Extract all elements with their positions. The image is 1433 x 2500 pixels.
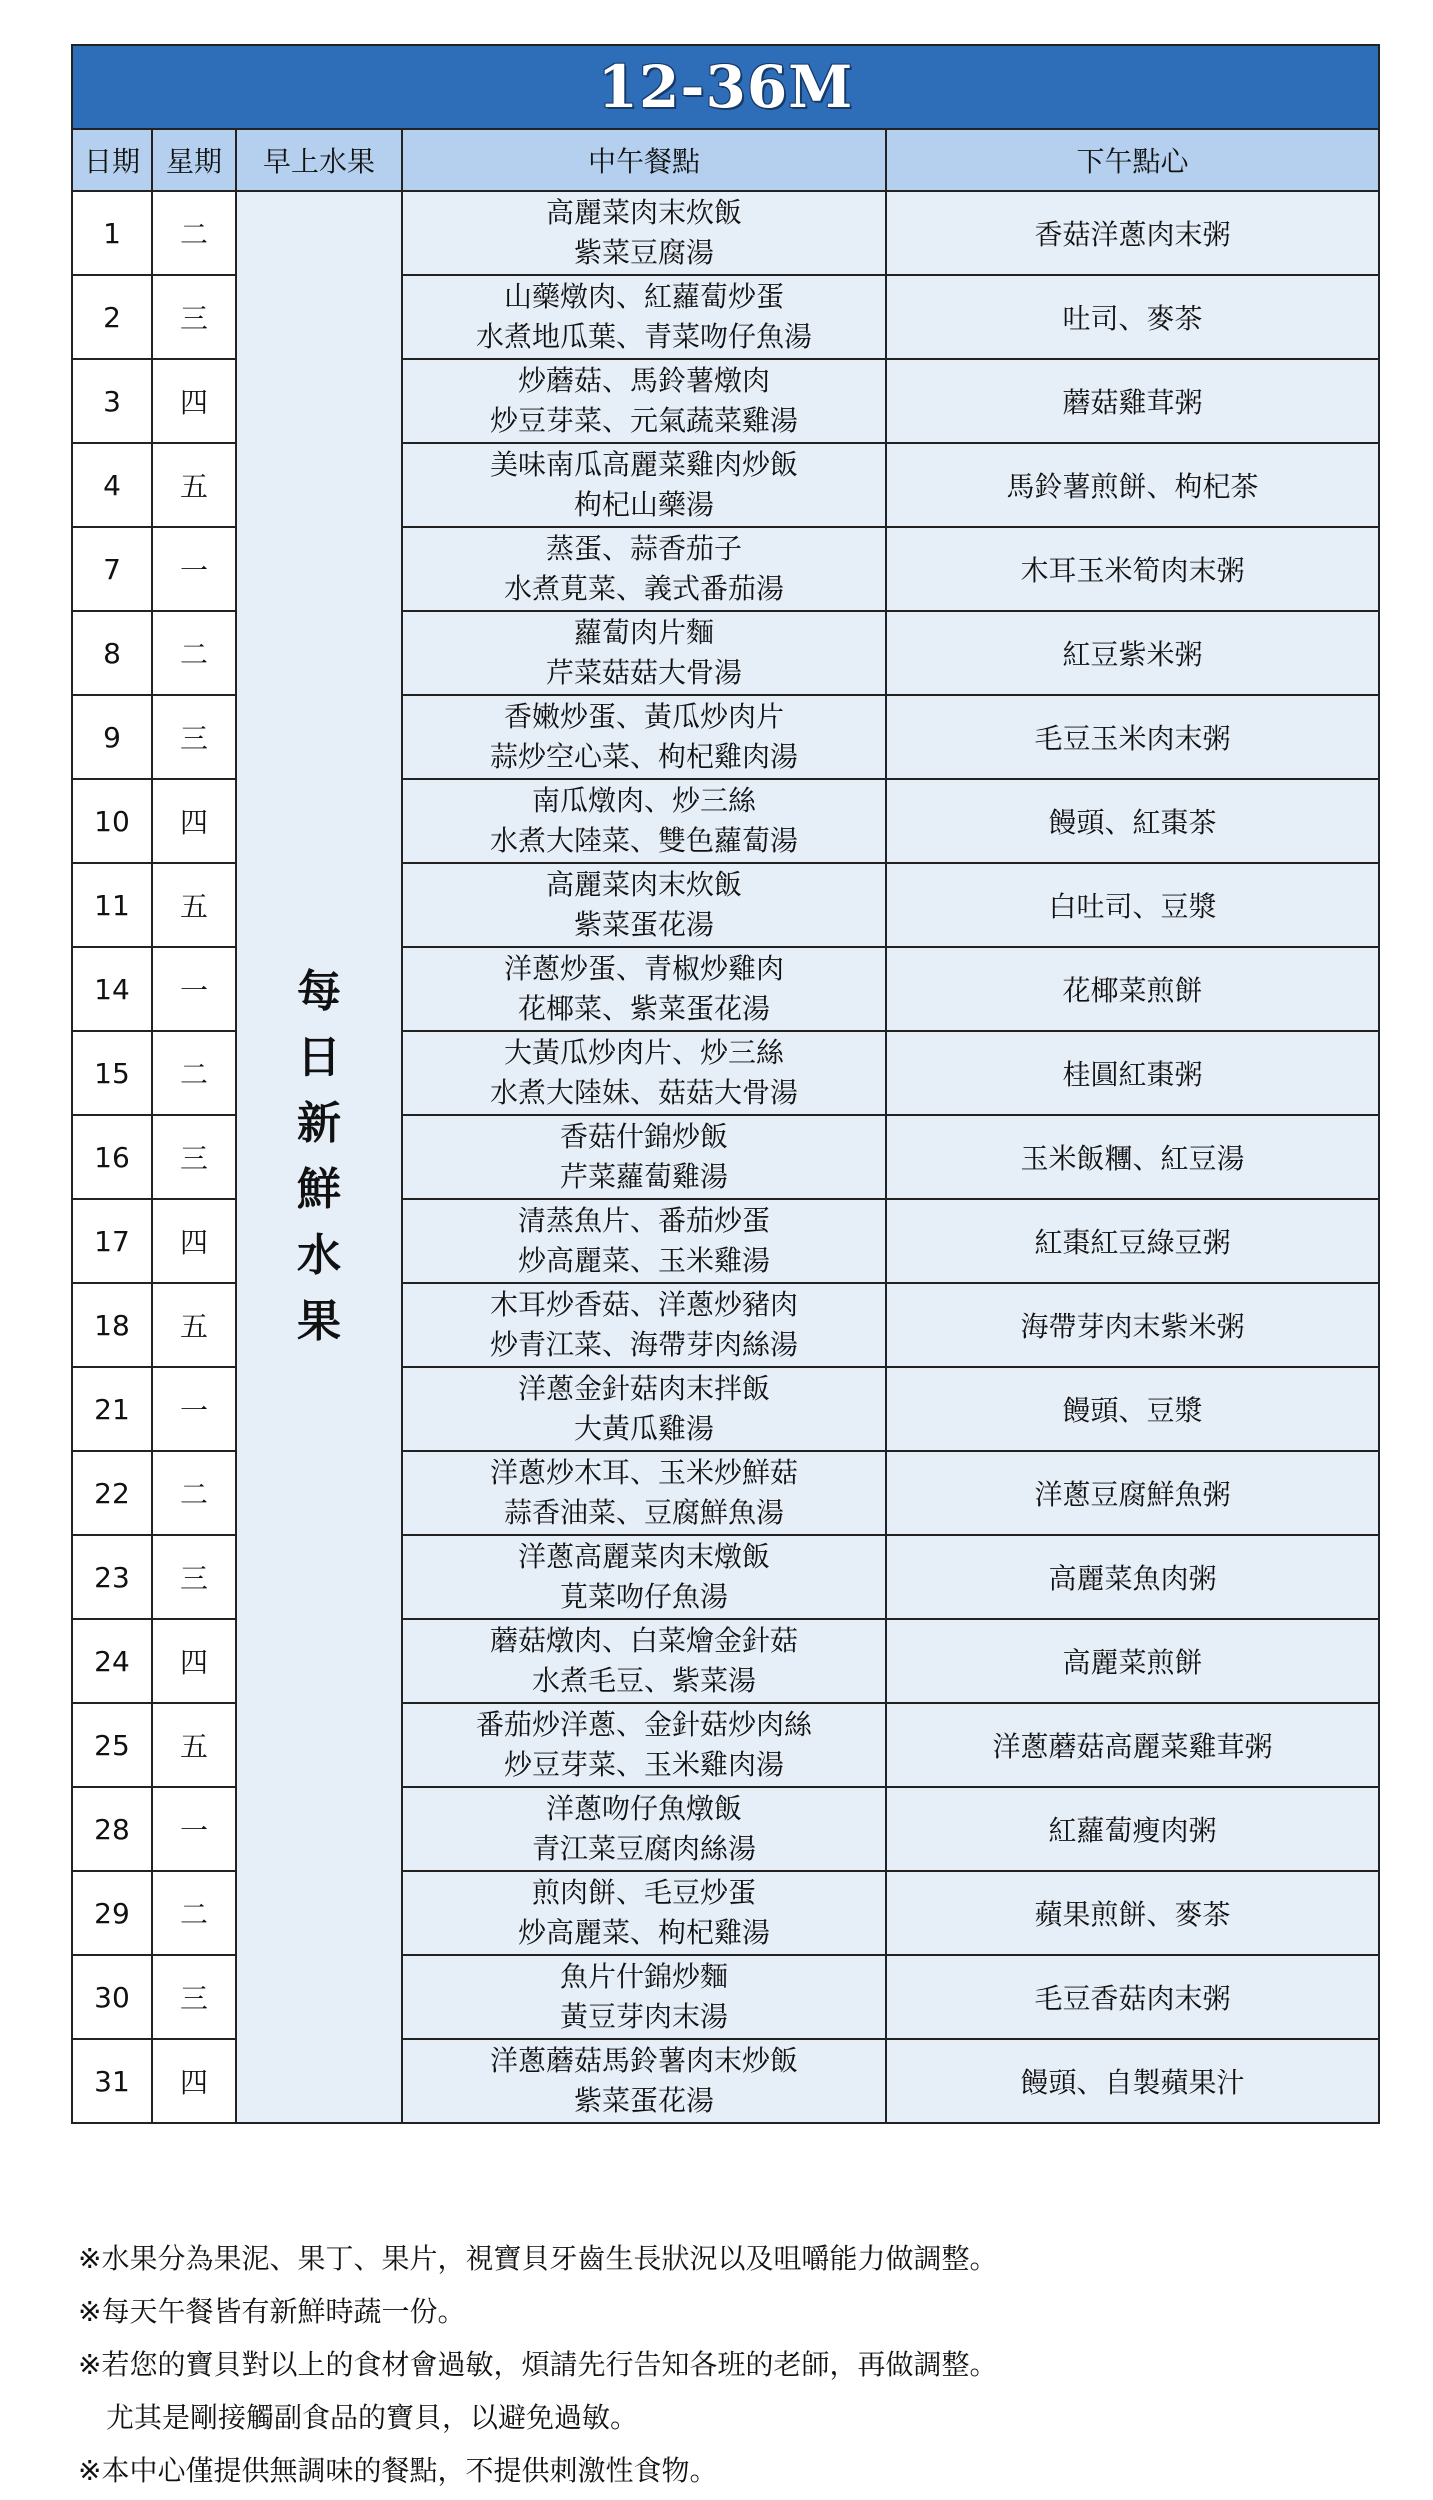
- lunch-line: 洋蔥炒蛋、青椒炒雞肉: [503, 952, 784, 985]
- header-day: 日期: [72, 129, 152, 191]
- weekday-cell: 一: [152, 1787, 236, 1871]
- lunch-line: 煎肉餅、毛豆炒蛋: [531, 1876, 756, 1909]
- lunch-line: 枸杞山藥湯: [573, 488, 714, 521]
- weekday-cell: 四: [152, 779, 236, 863]
- table-row: [72, 191, 1379, 275]
- header-fruit: 早上水果: [236, 129, 402, 191]
- weekday-cell: 二: [152, 1031, 236, 1115]
- snack-cell: 香菇洋蔥肉末粥: [886, 191, 1379, 275]
- lunch-line: 紫菜蛋花湯: [573, 2084, 714, 2117]
- snack-cell: 海帶芽肉末紫米粥: [886, 1283, 1379, 1367]
- lunch-line: 洋蔥炒木耳、玉米炒鮮菇: [489, 1456, 798, 1489]
- weekday-cell: 一: [152, 527, 236, 611]
- snack-cell: 毛豆玉米肉末粥: [886, 695, 1379, 779]
- day-cell: 22: [72, 1451, 152, 1535]
- snack-cell: 洋蔥蘑菇高麗菜雞茸粥: [886, 1703, 1379, 1787]
- header-weekday: 星期: [152, 129, 236, 191]
- fruit-char: 日: [297, 1032, 341, 1083]
- lunch-line: 清蒸魚片、番茄炒蛋: [517, 1204, 770, 1237]
- fruit-char: 每: [297, 966, 341, 1017]
- day-cell: 11: [72, 863, 152, 947]
- lunch-line: 大黃瓜雞湯: [573, 1412, 714, 1445]
- lunch-cell: [402, 863, 886, 947]
- fruit-char: 新: [297, 1098, 341, 1149]
- lunch-line: 洋蔥金針菇肉末拌飯: [517, 1372, 770, 1405]
- weekday-cell: 四: [152, 2039, 236, 2123]
- weekday-cell: 三: [152, 275, 236, 359]
- day-cell: 25: [72, 1703, 152, 1787]
- weekday-cell: 二: [152, 611, 236, 695]
- menu-table: [71, 44, 1380, 2124]
- note-line: ※本中心僅提供無調味的餐點，不提供刺激性食物。: [78, 2454, 718, 2487]
- menu-body: [72, 191, 1379, 2123]
- lunch-line: 炒高麗菜、玉米雞湯: [517, 1244, 770, 1277]
- day-cell: 30: [72, 1955, 152, 2039]
- day-cell: 21: [72, 1367, 152, 1451]
- lunch-cell: [402, 527, 886, 611]
- day-cell: 4: [72, 443, 152, 527]
- fruit-cell: [236, 191, 402, 2123]
- day-cell: 16: [72, 1115, 152, 1199]
- notes: [78, 2232, 1378, 2497]
- snack-cell: 洋蔥豆腐鮮魚粥: [886, 1451, 1379, 1535]
- lunch-line: 洋蔥吻仔魚燉飯: [545, 1792, 742, 1825]
- note-line: ※每天午餐皆有新鮮時蔬一份。: [78, 2295, 466, 2328]
- lunch-line: 魚片什錦炒麵: [559, 1960, 728, 1993]
- day-cell: 18: [72, 1283, 152, 1367]
- weekday-cell: 四: [152, 359, 236, 443]
- lunch-cell: [402, 695, 886, 779]
- lunch-line: 莧菜吻仔魚湯: [559, 1580, 728, 1613]
- snack-cell: 蘑菇雞茸粥: [886, 359, 1379, 443]
- day-cell: 28: [72, 1787, 152, 1871]
- snack-cell: 饅頭、紅棗茶: [886, 779, 1379, 863]
- lunch-line: 水煮毛豆、紫菜湯: [531, 1664, 756, 1697]
- snack-cell: 木耳玉米筍肉末粥: [886, 527, 1379, 611]
- lunch-line: 炒高麗菜、枸杞雞湯: [517, 1916, 770, 1949]
- lunch-line: 洋蔥蘑菇馬鈴薯肉末炒飯: [489, 2044, 798, 2077]
- lunch-line: 水煮地瓜葉、青菜吻仔魚湯: [475, 320, 812, 353]
- weekday-cell: 二: [152, 1451, 236, 1535]
- lunch-line: 蘑菇燉肉、白菜燴金針菇: [489, 1624, 798, 1657]
- day-cell: 17: [72, 1199, 152, 1283]
- lunch-line: 青江菜豆腐肉絲湯: [531, 1832, 756, 1865]
- lunch-cell: [402, 1199, 886, 1283]
- lunch-cell: [402, 275, 886, 359]
- snack-cell: 吐司、麥茶: [886, 275, 1379, 359]
- lunch-cell: [402, 443, 886, 527]
- header-lunch: 中午餐點: [402, 129, 886, 191]
- lunch-line: 大黃瓜炒肉片、炒三絲: [503, 1036, 784, 1069]
- header-row: [72, 129, 1379, 191]
- lunch-cell: [402, 2039, 886, 2123]
- lunch-line: 水煮莧菜、義式番茄湯: [503, 572, 784, 605]
- weekday-cell: 三: [152, 1535, 236, 1619]
- day-cell: 9: [72, 695, 152, 779]
- note-line: ※水果分為果泥、果丁、果片，視寶貝牙齒生長狀況以及咀嚼能力做調整。: [78, 2242, 998, 2275]
- snack-cell: 馬鈴薯煎餅、枸杞茶: [886, 443, 1379, 527]
- lunch-line: 蒸蛋、蒜香茄子: [545, 532, 742, 565]
- lunch-line: 紫菜豆腐湯: [573, 236, 714, 269]
- day-cell: 29: [72, 1871, 152, 1955]
- lunch-line: 高麗菜肉末炊飯: [545, 868, 742, 901]
- fruit-char: 水: [297, 1230, 341, 1281]
- lunch-line: 芹菜菇菇大骨湯: [545, 656, 742, 689]
- lunch-line: 炒青江菜、海帶芽肉絲湯: [489, 1328, 798, 1361]
- weekday-cell: 二: [152, 1871, 236, 1955]
- day-cell: 3: [72, 359, 152, 443]
- lunch-cell: [402, 611, 886, 695]
- snack-cell: 高麗菜煎餅: [886, 1619, 1379, 1703]
- lunch-line: 美味南瓜高麗菜雞肉炒飯: [489, 448, 798, 481]
- note-line: 尤其是剛接觸副食品的寶貝，以避免過敏。: [78, 2401, 639, 2434]
- lunch-line: 炒豆芽菜、元氣蔬菜雞湯: [489, 404, 798, 437]
- weekday-cell: 五: [152, 1283, 236, 1367]
- lunch-line: 水煮大陸菜、雙色蘿蔔湯: [489, 824, 798, 857]
- weekday-cell: 二: [152, 191, 236, 275]
- lunch-cell: [402, 947, 886, 1031]
- lunch-line: 芹菜蘿蔔雞湯: [559, 1160, 728, 1193]
- weekday-cell: 三: [152, 1115, 236, 1199]
- snack-cell: 高麗菜魚肉粥: [886, 1535, 1379, 1619]
- day-cell: 2: [72, 275, 152, 359]
- lunch-cell: [402, 1451, 886, 1535]
- lunch-line: 香嫩炒蛋、黃瓜炒肉片: [503, 700, 784, 733]
- day-cell: 7: [72, 527, 152, 611]
- lunch-cell: [402, 1955, 886, 2039]
- weekday-cell: 一: [152, 1367, 236, 1451]
- header-snack: 下午點心: [886, 129, 1379, 191]
- snack-cell: 紅豆紫米粥: [886, 611, 1379, 695]
- lunch-cell: [402, 1031, 886, 1115]
- snack-cell: 饅頭、豆漿: [886, 1367, 1379, 1451]
- day-cell: 23: [72, 1535, 152, 1619]
- lunch-line: 水煮大陸妹、菇菇大骨湯: [489, 1076, 798, 1109]
- lunch-line: 蘿蔔肉片麵: [573, 616, 714, 649]
- lunch-cell: [402, 1703, 886, 1787]
- weekday-cell: 五: [152, 443, 236, 527]
- day-cell: 8: [72, 611, 152, 695]
- snack-cell: 白吐司、豆漿: [886, 863, 1379, 947]
- weekday-cell: 一: [152, 947, 236, 1031]
- lunch-line: 蒜香油菜、豆腐鮮魚湯: [503, 1496, 784, 1529]
- snack-cell: 蘋果煎餅、麥茶: [886, 1871, 1379, 1955]
- snack-cell: 桂圓紅棗粥: [886, 1031, 1379, 1115]
- snack-cell: 玉米飯糰、紅豆湯: [886, 1115, 1379, 1199]
- lunch-cell: [402, 1367, 886, 1451]
- lunch-line: 南瓜燉肉、炒三絲: [531, 784, 756, 817]
- lunch-line: 番茄炒洋蔥、金針菇炒肉絲: [475, 1708, 812, 1741]
- lunch-cell: [402, 1871, 886, 1955]
- lunch-line: 香菇什錦炒飯: [559, 1120, 728, 1153]
- lunch-line: 山藥燉肉、紅蘿蔔炒蛋: [503, 280, 784, 313]
- lunch-cell: [402, 1619, 886, 1703]
- lunch-line: 木耳炒香菇、洋蔥炒豬肉: [489, 1288, 798, 1321]
- page-title: 12-36M: [72, 45, 1379, 129]
- snack-cell: 紅棗紅豆綠豆粥: [886, 1199, 1379, 1283]
- snack-cell: 毛豆香菇肉末粥: [886, 1955, 1379, 2039]
- lunch-cell: [402, 1115, 886, 1199]
- day-cell: 1: [72, 191, 152, 275]
- fruit-char: 果: [297, 1296, 341, 1347]
- lunch-cell: [402, 191, 886, 275]
- weekday-cell: 三: [152, 1955, 236, 2039]
- lunch-line: 炒蘑菇、馬鈴薯燉肉: [517, 364, 770, 397]
- lunch-cell: [402, 1283, 886, 1367]
- snack-cell: 紅蘿蔔瘦肉粥: [886, 1787, 1379, 1871]
- lunch-line: 炒豆芽菜、玉米雞肉湯: [503, 1748, 784, 1781]
- lunch-cell: [402, 1787, 886, 1871]
- weekday-cell: 五: [152, 863, 236, 947]
- lunch-line: 高麗菜肉末炊飯: [545, 196, 742, 229]
- day-cell: 10: [72, 779, 152, 863]
- weekday-cell: 四: [152, 1199, 236, 1283]
- lunch-cell: [402, 359, 886, 443]
- lunch-line: 紫菜蛋花湯: [573, 908, 714, 941]
- lunch-line: 蒜炒空心菜、枸杞雞肉湯: [489, 740, 798, 773]
- note-line: ※若您的寶貝對以上的食材會過敏，煩請先行告知各班的老師，再做調整。: [78, 2348, 998, 2381]
- weekday-cell: 三: [152, 695, 236, 779]
- day-cell: 31: [72, 2039, 152, 2123]
- snack-cell: 花椰菜煎餅: [886, 947, 1379, 1031]
- weekday-cell: 五: [152, 1703, 236, 1787]
- lunch-line: 黃豆芽肉末湯: [559, 2000, 728, 2033]
- lunch-cell: [402, 779, 886, 863]
- day-cell: 14: [72, 947, 152, 1031]
- day-cell: 24: [72, 1619, 152, 1703]
- weekday-cell: 四: [152, 1619, 236, 1703]
- day-cell: 15: [72, 1031, 152, 1115]
- snack-cell: 饅頭、自製蘋果汁: [886, 2039, 1379, 2123]
- lunch-line: 花椰菜、紫菜蛋花湯: [517, 992, 770, 1025]
- fruit-text: [237, 959, 401, 1355]
- fruit-char: 鮮: [297, 1164, 341, 1215]
- lunch-line: 洋蔥高麗菜肉末燉飯: [517, 1540, 770, 1573]
- lunch-cell: [402, 1535, 886, 1619]
